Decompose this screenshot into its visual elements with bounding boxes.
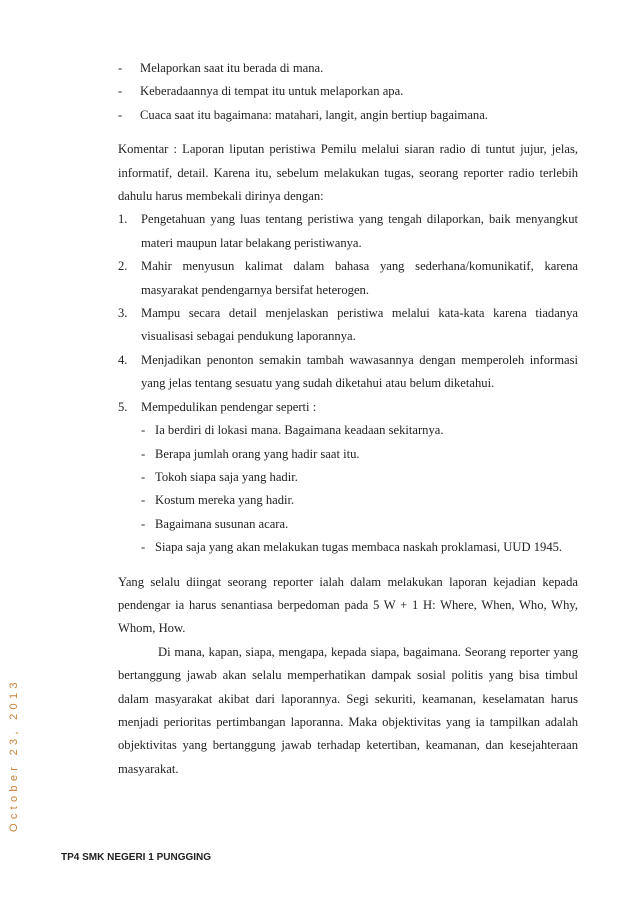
sub-list-item [118, 419, 578, 442]
list-item [118, 80, 578, 103]
item-number: 2. [118, 259, 128, 274]
item-number: 4. [118, 352, 128, 367]
bullet-dash: - [118, 61, 123, 75]
item-number: 1. [118, 212, 128, 227]
sub-item-text: Kostum mereka yang hadir. [155, 493, 295, 508]
bullet-dash: - [118, 84, 123, 99]
sub-list-item [118, 443, 578, 466]
sub-item-text: Ia berdiri di lokasi mana. Bagaimana keadaan sekitarnya. [155, 423, 444, 438]
document-body [118, 57, 578, 781]
sub-item-text: Bagaimana susunan acara. [155, 516, 289, 531]
numbered-item [118, 302, 578, 349]
numbered-item [118, 208, 578, 255]
side-date: October 23, 2013 [8, 678, 20, 832]
sub-item-text: Siapa saja yang akan melakukan tugas membaca naskah proklamasi, UUD 1945. [155, 540, 563, 555]
sub-list-item [118, 489, 578, 512]
item-text: Mempedulikan pendengar seperti : [141, 399, 317, 414]
page-footer: TP4 SMK NEGERI 1 PUNGGING [61, 852, 212, 863]
list-item [118, 57, 578, 80]
bullet-dash: - [141, 516, 146, 531]
bullet-dash: - [141, 540, 146, 555]
list-item-text: Cuaca saat itu bagaimana: matahari, langit, angin bertiup bagaimana. [140, 107, 488, 122]
list-item [118, 104, 578, 127]
bullet-dash: - [118, 107, 123, 122]
list-item-text: Melaporkan saat itu berada di mana. [140, 61, 324, 75]
item-text: Mahir menyusun kalimat dalam bahasa yang sederhana/komunikatif, karena masyarakat pendengarnya bersifat heterogen. [141, 259, 578, 297]
numbered-item [118, 396, 578, 419]
item-text: Menjadikan penonton semakin tambah wawasannya dengan memperoleh informasi yang jelas tentang sesuatu yang sudah diketahui atau belum diketahui. [141, 352, 578, 391]
bullet-dash: - [141, 469, 146, 484]
item-number: 5. [118, 399, 128, 414]
paragraph-5w1h: Yang selalu diingat seorang reporter ialah dalam melakukan laporan kejadian kepada pendengar ia harus senantiasa berpedoman pada 5 W + 1 H: Where, When, Who, Why, Whom, How. [118, 574, 578, 636]
sub-list-item [118, 466, 578, 489]
paragraph-responsibility: Di mana, kapan, siapa, mengapa, kepada siapa, bagaimana. Seorang reporter yang bertanggung jawab akan selalu memperhatikan dampak sosial politis yang bisa timbul dalam masyarakat akibat dari laporannya. Segi sekuriti, keamanan, keselamatan harus menjadi perioritas pertimbangan laporanna. Maka objektivitas yang ia tampilkan adalah objektivitas yang bertanggung jawab terhadap ketertiban, keamanan, dan kesejahteraan masyarakat. [118, 644, 578, 776]
sub-list-item [118, 536, 578, 559]
bullet-dash: - [141, 493, 146, 508]
numbered-item [118, 349, 578, 396]
numbered-item [118, 255, 578, 302]
sub-list-item [118, 513, 578, 536]
sub-item-text: Tokoh siapa saja yang hadir. [155, 469, 298, 484]
bullet-dash: - [141, 423, 146, 438]
sub-item-text: Berapa jumlah orang yang hadir saat itu. [155, 446, 360, 461]
komentar-paragraph: Komentar : Laporan liputan peristiwa Pemilu melalui siaran radio di tuntut jujur, jelas, informatif, detail. Karena itu, sebelum melakukan tugas, seorang reporter radio terlebih dahulu harus membekali dirinya dengan: [118, 142, 578, 204]
list-item-text: Keberadaannya di tempat itu untuk melaporkan apa. [140, 84, 404, 99]
bullet-dash: - [141, 446, 146, 461]
item-number: 3. [118, 306, 128, 321]
item-text: Mampu secara detail menjelaskan peristiwa melalui kata-kata karena tiadanya visualisasi sebagai pendukung laporannya. [141, 306, 578, 344]
item-text: Pengetahuan yang luas tentang peristiwa yang tengah dilaporkan, baik menyangkut materi maupun latar belakang peristiwanya. [141, 212, 578, 250]
